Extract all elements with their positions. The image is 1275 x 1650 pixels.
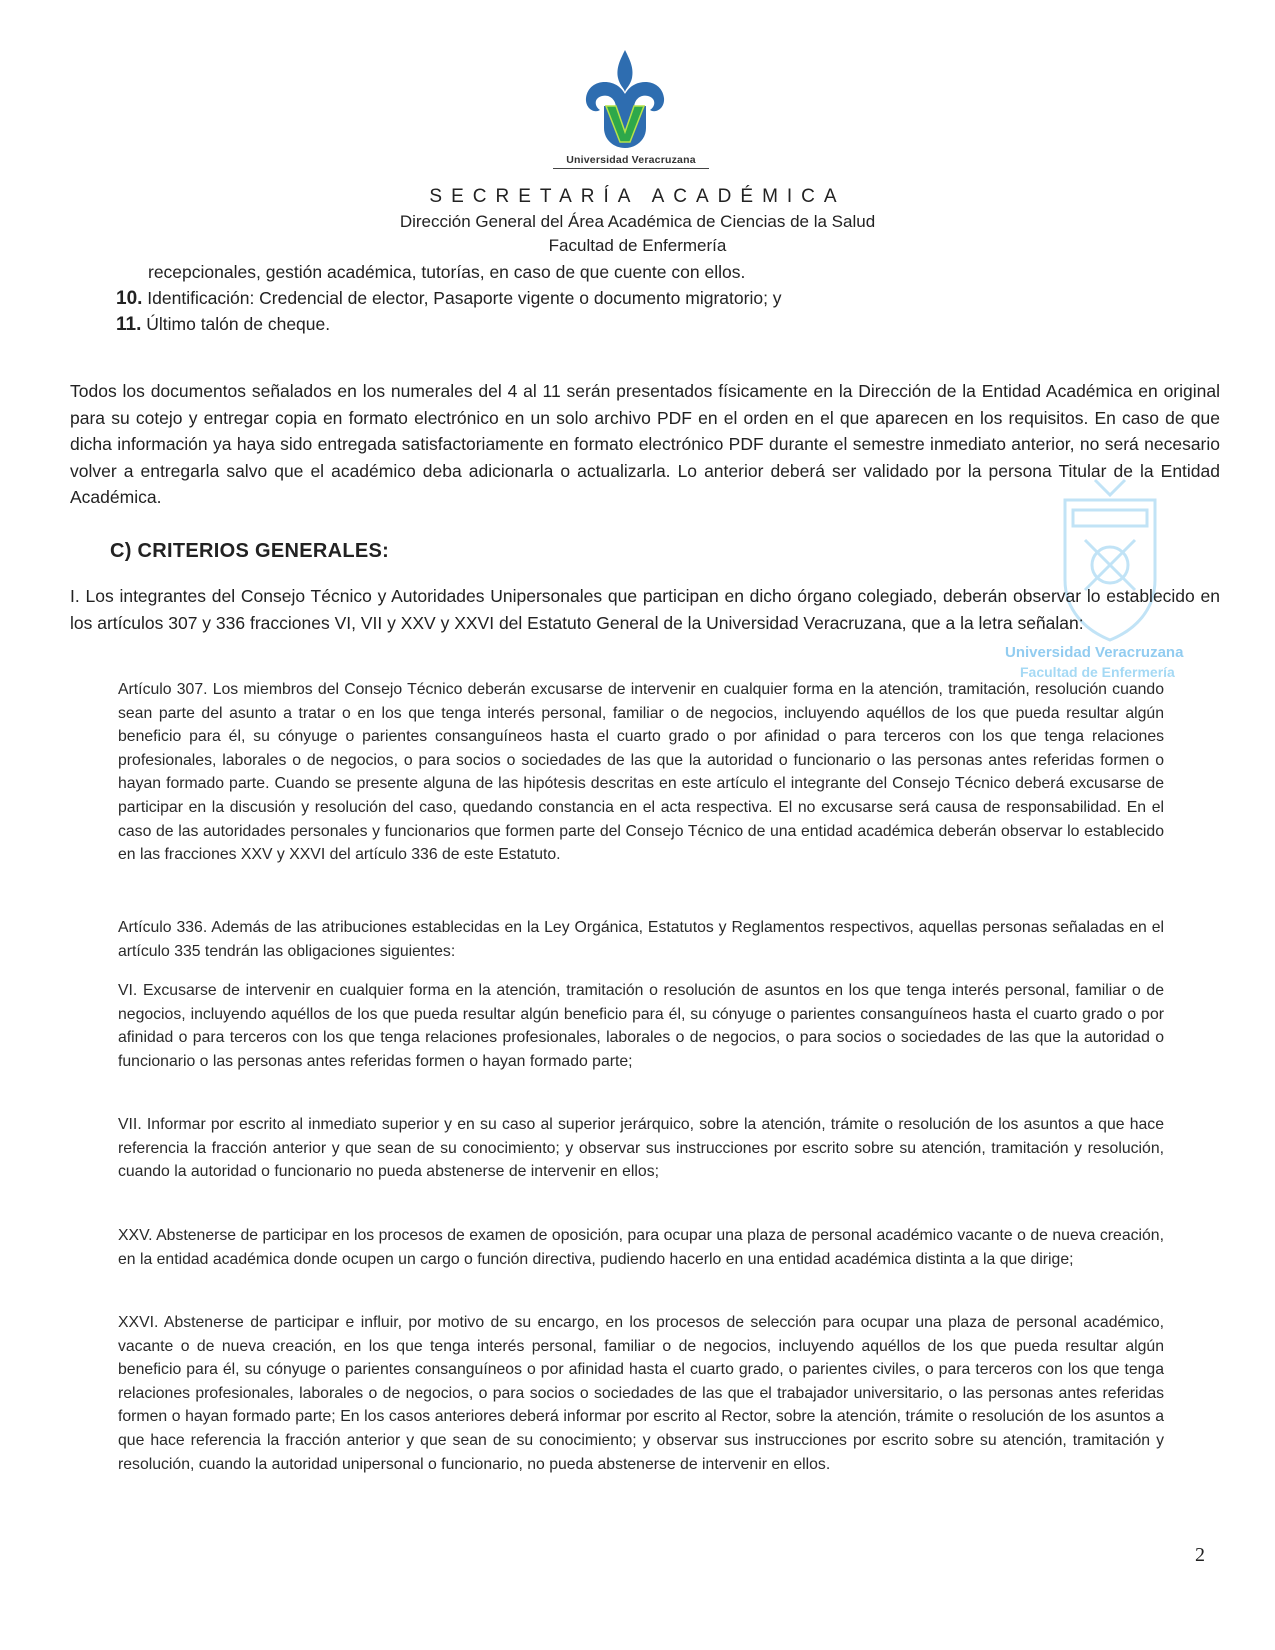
requirement-number: 11. bbox=[116, 314, 142, 335]
requirement-number: 10. bbox=[116, 288, 143, 309]
criteria-intro: I. Los integrantes del Consejo Técnico y Autoridades Unipersonales que participan en dicho órgano colegiado, deberán observar lo establecido en los artículos 307 y 336 fracciones VI, VII y XXV y XXVI del Estatuto General de la Universidad Veracruzana, que a la letra señalan: bbox=[70, 586, 1220, 633]
requirement-item bbox=[116, 288, 782, 310]
fraction-vi: VI. Excusarse de intervenir en cualquier forma en la atención, tramitación o resolución de asuntos en los que tenga interés personal, familiar o de negocios, incluyendo aquéllos de los que pueda resultar algún beneficio para él, su cónyuge o parientes consanguíneos hasta el cuarto grado o por afinidad o para terceros con los que tenga relaciones profesionales, laborales o de negocios, o para socios o sociedades de las que la autoridad o funcionario o las personas antes referidas formen o hayan formado parte; bbox=[118, 982, 1164, 1070]
section-heading: C) CRITERIOS GENERALES: bbox=[110, 540, 390, 562]
facultad-subtitle: Facultad de Enfermería bbox=[548, 236, 727, 255]
article-307: Artículo 307. Los miembros del Consejo Técnico deberán excusarse de intervenir en cualquier forma en la atención, tramitación, resolución cuando sean parte del asunto a tratar o en los que tenga interés personal, familiar o de negocios, incluyendo aquéllos de los que pueda resultar algún beneficio para él, su cónyuge o parientes consanguíneos hasta el cuarto grado o por afinidad o para terceros con los que tenga relaciones profesionales, laborales o de negocios, o para socios o sociedades de las que la autoridad o funcionario o las personas antes referidas formen o hayan formado parte. Cuando se presente alguna de las hipótesis descritas en este artículo el integrante del Consejo Técnico deberá excusarse de participar en la discusión y resolución del caso, quedando constancia en el acta respectiva. El no excusarse será causa de responsabilidad. En el caso de las autoridades personales y funcionarios que formen parte del Consejo Técnico de una entidad académica deberán observar lo establecido en las fracciones XXV y XXVI del artículo 336 de este Estatuto. bbox=[118, 681, 1164, 864]
direccion-subtitle: Dirección General del Área Académica de Ciencias de la Salud bbox=[399, 212, 876, 231]
documents-paragraph: Todos los documentos señalados en los numerales del 4 al 11 serán presentados físicamente en la Dirección de la Entidad Académica en original para su cotejo y entregar copia en formato electrónico en un solo archivo PDF en el orden en el que aparecen en los requisitos. En caso de que dicha información ya haya sido entregada satisfactoriamente en formato electrónico PDF durante el semestre inmediato anterior, no será necesario volver a entregarla salvo que el académico deba adicionarla o actualizarla. Lo anterior deberá ser validado por la persona Titular de la Entidad Académica. bbox=[70, 381, 1220, 507]
fraction-vii: VII. Informar por escrito al inmediato superior y en su caso al superior jerárquico, sobre la atención, trámite o resolución de los asuntos a que hace referencia la fracción anterior y que sean de su conocimiento; y observar sus instrucciones por escrito sobre su atención, tramitación y resolución, cuando la autoridad o funcionario no pueda abstenerse de intervenir en ellos; bbox=[118, 1116, 1164, 1181]
secretaria-title: SECRETARÍA ACADÉMICA bbox=[429, 186, 846, 207]
fraction-xxvi: XXVI. Abstenerse de participar e influir, por motivo de su encargo, en los procesos de selección para ocupar una plaza de personal académico, vacante o de nueva creación, en los que tenga interés personal, familiar o de negocios, incluyendo aquéllos de los que pueda resultar algún beneficio para él, su cónyuge o parientes consanguíneos o por afinidad hasta el cuarto grado, o parientes civiles, o para terceros con los que tenga relaciones profesionales, laborales o de negocios, o para socios o sociedades de las que el trabajador universitario, o las personas antes referidas formen o hayan formado parte; En los casos anteriores deberá informar por escrito al Rector, sobre la atención, trámite o resolución de los asuntos a que hace referencia la fracción anterior y que sean de su conocimiento; y observar sus instrucciones por escrito sobre su atención, tramitación y resolución, cuando la autoridad unipersonal o funcionario, no pueda abstenerse de intervenir en ellos. bbox=[118, 1314, 1164, 1473]
university-name: Universidad Veracruzana bbox=[566, 154, 696, 166]
seal-text-university: Universidad Veracruzana bbox=[1005, 644, 1184, 661]
page-number: 2 bbox=[1195, 1544, 1205, 1566]
seal-text-faculty: Facultad de Enfermería bbox=[1020, 664, 1175, 680]
requirement-item bbox=[116, 314, 330, 336]
university-logo-icon bbox=[580, 48, 670, 150]
requirement-text: Identificación: Credencial de elector, Pasaporte vigente o documento migratorio; y bbox=[147, 288, 782, 308]
article-336: Artículo 336. Además de las atribuciones establecidas en la Ley Orgánica, Estatutos y Reglamentos respectivos, aquellas personas señaladas en el artículo 335 tendrán las obligaciones siguientes: bbox=[118, 919, 1164, 960]
logo-underline bbox=[553, 168, 709, 169]
requirement-continuation: recepcionales, gestión académica, tutorías, en caso de que cuente con ellos. bbox=[148, 262, 746, 282]
requirement-text: Último talón de cheque. bbox=[146, 314, 331, 334]
fraction-xxv: XXV. Abstenerse de participar en los procesos de examen de oposición, para ocupar una plaza de personal académico vacante o de nueva creación, en la entidad académica donde ocupen un cargo o función directiva, pudiendo hacerlo en una entidad académica distinta a la que dirige; bbox=[118, 1227, 1164, 1268]
